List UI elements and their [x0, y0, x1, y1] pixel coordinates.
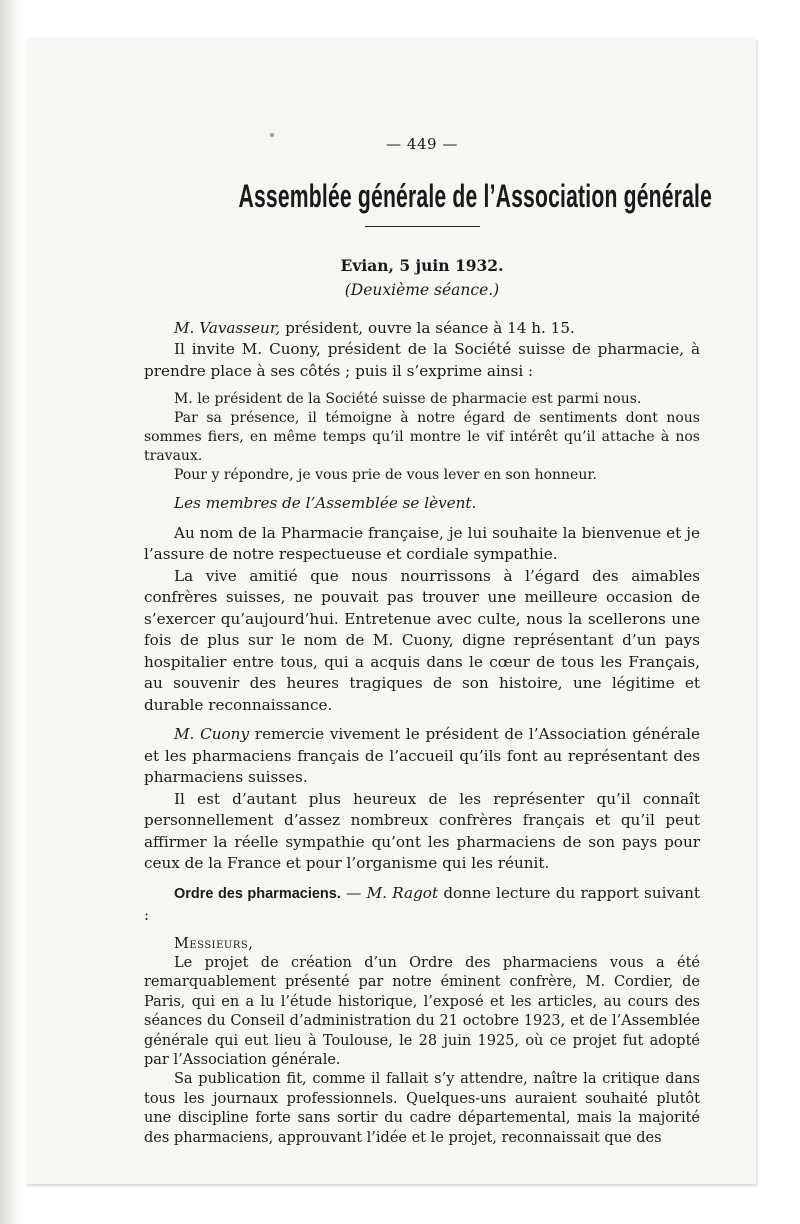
paragraph-opening	[144, 318, 700, 340]
speaker-name: M. Ragot	[366, 883, 439, 902]
section-text: donne lecture du rapport suivant :	[144, 883, 701, 924]
section-dash: —	[340, 883, 367, 902]
title-rule	[365, 226, 480, 227]
paragraph-text: remercie vivement le président de l’Association générale et les pharmaciens français de l’accueil qu’ils font au représentant des pharmaciens suisses.	[144, 725, 700, 786]
paragraph-text: président, ouvre la séance à 14 h. 15.	[280, 318, 575, 337]
salutation: Messieurs,	[174, 935, 254, 952]
speaker-name: M. Vavasseur,	[174, 318, 281, 337]
stage-direction-text: Les membres de l’Assemblée se lèvent.	[174, 494, 477, 512]
speaker-name: M. Cuony	[174, 725, 250, 743]
section-heading-line	[144, 883, 700, 927]
page-content	[144, 134, 713, 1148]
session-label: (Deuxième séance.)	[344, 281, 500, 299]
place-date: Evian, 5 juin 1932.	[340, 255, 504, 275]
paragraph-invitation: Il invite M. Cuony, président de la Société suisse de pharmacie, à prendre place à ses côtés ; puis il s’exprime ainsi :	[144, 340, 700, 380]
paragraph-representation: Il est d’autant plus heureux de les représenter qu’il connaît personnellement d’assez nombreux confrères français et qu’il peut affirmer la réelle sympathie qu’ont les pharmaciens de son pays pour ceux de la France et pour l’organisme qui les réunit.	[144, 789, 700, 872]
speech-line-2: Par sa présence, il témoigne à notre égard de sentiments dont nous sommes fiers, en même temps qu’il montre le vif intérêt qu’il attache à nos travaux.	[144, 410, 700, 464]
book-binding-edge	[0, 0, 22, 1224]
speech-line-3: Pour y répondre, je vous prie de vous lever en son honneur.	[174, 467, 597, 483]
paragraph-reply	[144, 724, 700, 789]
page-title: Assemblée générale de l’Association générale	[238, 177, 713, 214]
speech-line-1: M. le président de la Société suisse de pharmacie est parmi nous.	[174, 391, 642, 407]
report-paragraph-1: Le projet de création d’un Ordre des pharmaciens vous a été remarquablement présenté par notre éminent confrère, M. Cordier, de Paris, qui en a lu l’étude historique, l’exposé et les articles, au cours des séances du Conseil d’administration du 21 octobre 1923, et de l’Assemblée générale qui eut lieu à Toulouse, le 28 juin 1925, où ce projet fut adopté par l’Association générale.	[144, 954, 700, 1068]
paragraph-welcome: Au nom de la Pharmacie française, je lui souhaite la bienvenue et je l’assure de notre respectueuse et cordiale sympathie.	[144, 523, 700, 563]
report-paragraph-2: Sa publication fit, comme il fallait s’y attendre, naître la critique dans tous les journaux professionnels. Quelques-uns auraient souhaité plutôt une discipline forte sans sortir du cadre départemental, mais la majorité des pharmaciens, approuvant l’idée et le projet, reconnaissait que des	[144, 1071, 700, 1146]
stage-direction	[144, 493, 700, 515]
paragraph-friendship: La vive amitié que nous nourrissons à l’égard des aimables confrères suisses, ne pouvait pas trouver une meilleure occasion de s’exercer qu’aujourd’hui. Entretenue avec culte, nous la scellerons une fois de plus sur le nom de M. Cuony, digne représentant d’un pays hospitalier entre tous, qui a acquis dans le cœur de tous les Français, au souvenir des heures tragiques de son histoire, une légitime et durable reconnaissance.	[144, 566, 700, 714]
book-page	[26, 38, 756, 1184]
section-title: Ordre des pharmaciens.	[174, 885, 341, 902]
page-number: — 449 —	[386, 135, 458, 153]
